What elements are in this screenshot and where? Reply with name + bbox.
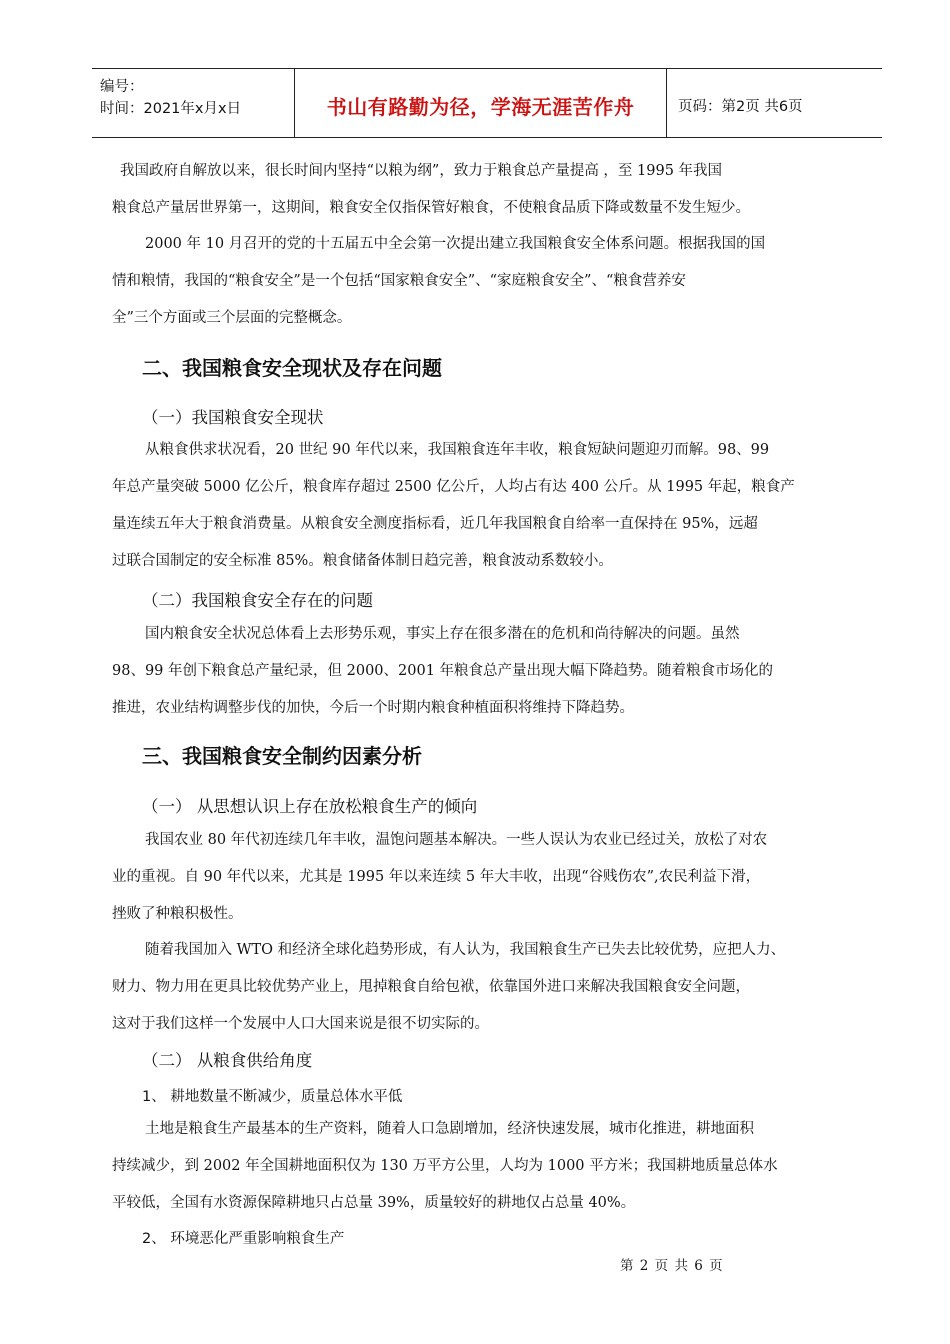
subsection-heading-3-2: （二） 从粮食供给角度 bbox=[142, 1051, 313, 1070]
text-line: 我国农业 80 年代初连续几年丰收，温饱问题基本解决。一些人误认为农业已经过关，放松了对农 bbox=[145, 832, 768, 848]
section-heading-3: 三、我国粮食安全制约因素分析 bbox=[142, 744, 422, 768]
text-line: 土地是粮食生产最基本的生产资料，随着人口急剧增加，经济快速发展，城市化推进，耕地面积 bbox=[145, 1121, 754, 1137]
text-line: 持续减少，到 2002 年全国耕地面积仅为 130 万平方公里，人均为 1000 平方米；我国耕地质量总体水 bbox=[112, 1158, 778, 1174]
item-heading-2: 2、 环境恶化严重影响粮食生产 bbox=[142, 1231, 345, 1247]
text-line: 从粮食供求状况看，20 世纪 90 年代以来，我国粮食连年丰收，粮食短缺问题迎刃而解。98、99 bbox=[145, 442, 770, 458]
text-line: 过联合国制定的安全标准 85%。粮食储备体制日趋完善，粮食波动系数较小。 bbox=[112, 553, 613, 569]
header-page-cell bbox=[668, 69, 882, 137]
text-line: 这对于我们这样一个发展中人口大国来说是很不切实际的。 bbox=[112, 1016, 489, 1032]
page-footer: 第 2 页 共 6 页 bbox=[620, 1258, 724, 1274]
paragraph-1 bbox=[112, 153, 857, 227]
page-code-label: 页码：第2页 共6页 bbox=[678, 99, 803, 115]
text-line: 推进，农业结构调整步伐的加快，今后一个时期内粮食种植面积将维持下降趋势。 bbox=[112, 700, 634, 716]
text-line: 国内粮食安全状况总体看上去形势乐观，事实上存在很多潜在的危机和尚待解决的问题。虽然 bbox=[145, 626, 740, 642]
header-motto-cell bbox=[295, 69, 667, 137]
document-time-label: 时间：2021年x月x日 bbox=[100, 101, 242, 117]
text-line: 情和粮情，我国的“粮食安全”是一个包括“国家粮食安全”、“家庭粮食安全”、“粮食营养安 bbox=[112, 273, 686, 289]
text-line: 2000 年 10 月召开的党的十五届五中全会第一次提出建立我国粮食安全体系问题。根据我国的国 bbox=[145, 236, 766, 252]
header-info-cell bbox=[92, 69, 295, 137]
text-line: 随着我国加入 WTO 和经济全球化趋势形成，有人认为，我国粮食生产已失去比较优势，应把人力、 bbox=[145, 942, 786, 958]
paragraph-3 bbox=[112, 432, 857, 580]
text-line: 挫败了种粮积极性。 bbox=[112, 906, 243, 922]
motto-text: 书山有路勤为径，学海无涯苦作舟 bbox=[326, 95, 635, 119]
text-line: 业的重视。自 90 年代以来，尤其是 1995 年以来连续 5 年大丰收，出现“谷贱伤农”,农民利益下滑， bbox=[112, 869, 761, 885]
text-line: 平较低，全国有水资源保障耕地只占总量 39%，质量较好的耕地仅占总量 40%。 bbox=[112, 1195, 636, 1211]
paragraph-7 bbox=[112, 1111, 857, 1222]
text-line: 财力、物力用在更具比较优势产业上，甩掉粮食自给包袱，依靠国外进口来解决我国粮食安全问题， bbox=[112, 979, 750, 995]
document-number-label: 编号： bbox=[100, 79, 144, 95]
paragraph-6 bbox=[112, 932, 857, 1043]
section-heading-2: 二、我国粮食安全现状及存在问题 bbox=[142, 356, 442, 380]
text-line: 98、99 年创下粮食总产量纪录，但 2000、2001 年粮食总产量出现大幅下降趋势。随着粮食市场化的 bbox=[112, 663, 774, 679]
paragraph-5 bbox=[112, 822, 857, 933]
subsection-heading-3-1: （一） 从思想认识上存在放松粮食生产的倾向 bbox=[142, 797, 478, 816]
page-header bbox=[92, 68, 882, 138]
text-line: 我国政府自解放以来，很长时间内坚持“以粮为纲”，致力于粮食总产量提高 ，至 1995 年我国 bbox=[120, 163, 723, 179]
subsection-heading-2-1: （一）我国粮食安全现状 bbox=[142, 408, 324, 427]
paragraph-4 bbox=[112, 616, 857, 727]
text-line: 年总产量突破 5000 亿公斤，粮食库存超过 2500 亿公斤，人均占有达 400 公斤。从 1995 年起，粮食产 bbox=[112, 479, 795, 495]
text-line: 全”三个方面或三个层面的完整概念。 bbox=[112, 310, 352, 326]
text-line: 粮食总产量居世界第一，这期间，粮食安全仅指保管好粮食，不使粮食品质下降或数量不发生短少。 bbox=[112, 200, 750, 216]
item-heading-1: 1、 耕地数量不断减少，质量总体水平低 bbox=[142, 1089, 403, 1105]
subsection-heading-2-2: （二）我国粮食安全存在的问题 bbox=[142, 591, 373, 610]
paragraph-2 bbox=[112, 226, 857, 337]
text-line: 量连续五年大于粮食消费量。从粮食安全测度指标看，近几年我国粮食自给率一直保持在 95%，远超 bbox=[112, 516, 758, 532]
